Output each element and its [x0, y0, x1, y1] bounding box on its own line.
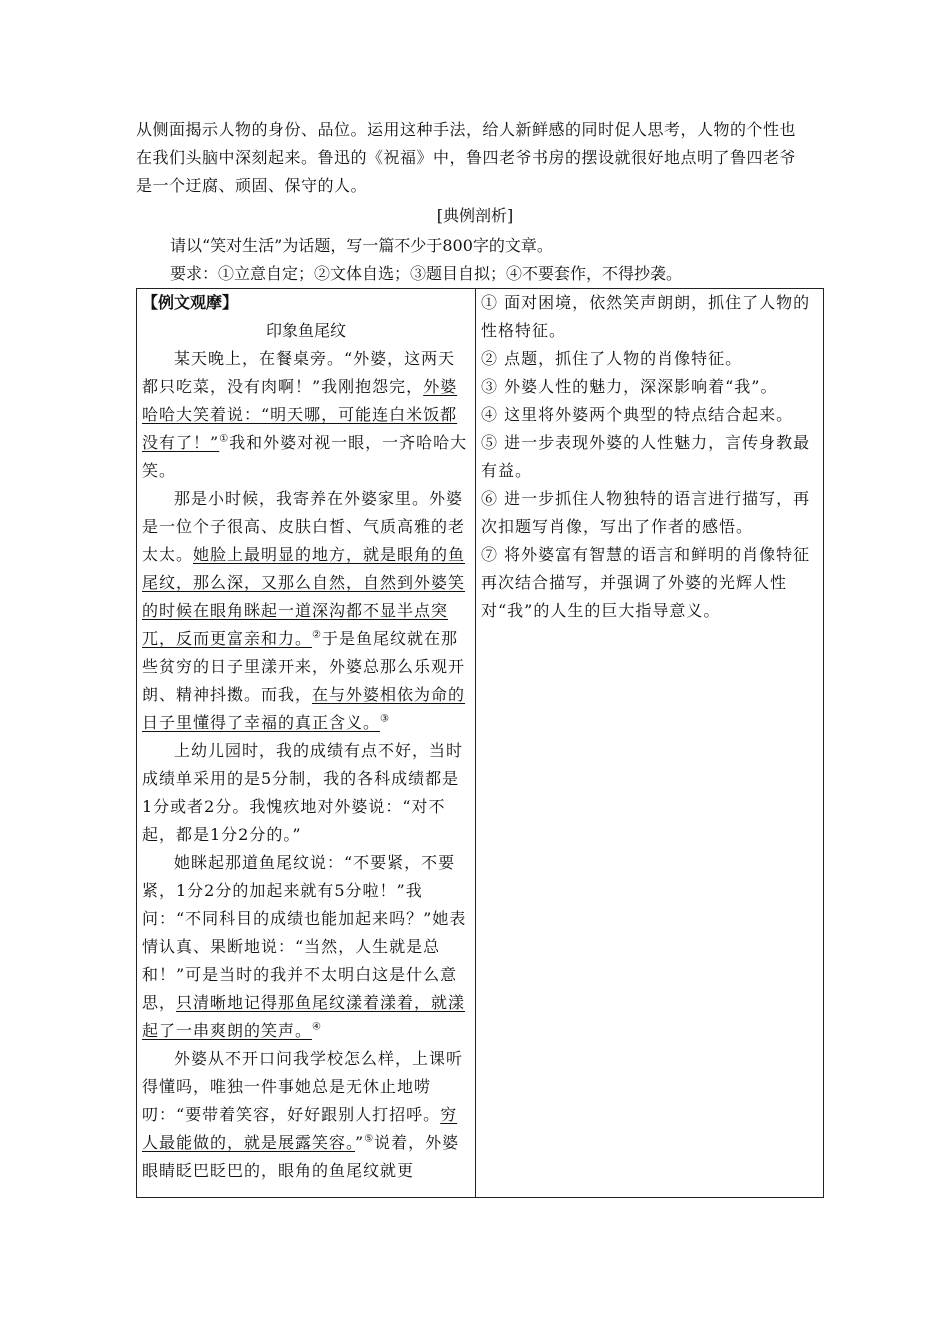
- annotation-note: ③ 外婆人性的魅力，深深影响着“我”。: [481, 377, 778, 396]
- text-span: 那是小时候，我寄养在外婆家里。外婆是一位个子很高、皮肤白皙、气质高雅的老太太。: [142, 489, 466, 564]
- note-marker: ⑤: [364, 1133, 375, 1145]
- annotation-note: ④ 这里将外婆两个典型的特点结合起来。: [481, 405, 794, 424]
- underlined-text: 她脸上最明显的地方，就是眼角的鱼尾纹，那么深，又那么自然，自然到外婆笑的时候在眼角眯起一道深沟都不显半点突兀，反而更富亲和力。: [142, 545, 466, 648]
- text-span: 我和外婆对视一眼，一齐哈哈大笑。: [142, 433, 468, 480]
- text-span: 某天晚上，在餐桌旁。“外婆，这两天都只吃菜，没有肉啊！”我刚抱怨完，: [142, 349, 456, 396]
- annotation-note: ⑦ 将外婆富有智慧的语言和鲜明的肖像特征再次结合描写，并强调了外婆的光辉人性对“我”的人生的巨大指导意义。: [481, 545, 811, 620]
- analysis-table: [136, 288, 824, 1198]
- underlined-text: 只清晰地记得那鱼尾纹漾着漾着，就漾起了一串爽朗的笑声。: [142, 993, 466, 1040]
- text-span: 说着，外婆眼睛眨巴眨巴的，眼角的鱼尾纹就更: [142, 1133, 460, 1180]
- text-span: 外婆从不开口问我学校怎么样，上课听得懂吗，唯独一件事她总是无休止地唠叨：“要带着笑容，好好跟别人打招呼。: [142, 1049, 464, 1124]
- annotation-note: ⑥ 进一步抓住人物独特的语言进行描写，再次扣题写肖像，写出了作者的感悟。: [481, 489, 811, 536]
- annotation-note: ① 面对困境，依然笑声朗朗，抓住了人物的性格特征。: [481, 293, 811, 340]
- intro-line: 在我们头脑中深刻起来。鲁迅的《祝福》中，鲁四老爷书房的摆设就很好地点明了鲁四老爷: [136, 148, 797, 167]
- intro-paragraph: [136, 116, 816, 200]
- text-span: 她眯起那道鱼尾纹说：“不要紧，不要紧，1分2分的加起来就有5分啦！”我问：“不同科目的成绩也能加起来吗？”她表情认真、果断地说：“当然，人生就是总和！”可是当时的我并不太明白这是什么意思，: [142, 853, 467, 1012]
- note-marker: ③: [380, 713, 390, 725]
- essay-column: [137, 289, 476, 1198]
- essay-paragraph: [142, 1045, 470, 1185]
- annotation-note: ⑤ 进一步表现外婆的人性魅力，言传身教最有益。: [481, 433, 811, 480]
- essay-prompt: 请以“笑对生活”为话题，写一篇不少于800字的文章。: [170, 236, 553, 255]
- essay-title: 印象鱼尾纹: [265, 321, 346, 340]
- essay-paragraph: 上幼儿园时，我的成绩有点不好，当时成绩单采用的是5分制，我的各科成绩都是1分或者2分。我愧疚地对外婆说：“对不起，都是1分2分的。”: [142, 741, 464, 844]
- intro-line: 是一个迂腐、顽固、保守的人。: [136, 176, 368, 195]
- annotation-note: ② 点题，抓住了人物的肖像特征。: [481, 349, 743, 368]
- note-marker: ①: [219, 433, 230, 445]
- note-marker: ④: [312, 1021, 322, 1033]
- text-span: 于是鱼尾纹就在那些贫穷的日子里漾开来，外婆总那么乐观开朗、精神抖擞。而我，: [142, 629, 466, 704]
- essay-paragraph: [142, 345, 470, 485]
- underlined-text: 穷人最能做的，就是展露笑容。: [142, 1105, 458, 1152]
- essay-paragraph: [142, 485, 470, 737]
- section-heading: [典例剖析]: [436, 206, 514, 225]
- note-marker: ②: [312, 629, 322, 641]
- text-span: ”: [355, 1133, 365, 1152]
- essay-paragraph: [142, 849, 470, 1045]
- essay-requirements: 要求：①立意自定；②文体自选；③题目自拟；④不要套作，不得抄袭。: [170, 264, 683, 283]
- essay-tag: 【例文观摩】: [142, 293, 239, 312]
- underlined-text: 在与外婆相依为命的日子里懂得了幸福的真正含义。: [142, 685, 466, 732]
- underlined-text: 外婆哈哈大笑着说：“明天哪，可能连白米饭都没有了！”: [142, 377, 458, 452]
- intro-line: 从侧面揭示人物的身份、品位。运用这种手法，给人新鲜感的同时促人思考，人物的个性也: [136, 120, 797, 139]
- notes-column: [476, 289, 824, 1198]
